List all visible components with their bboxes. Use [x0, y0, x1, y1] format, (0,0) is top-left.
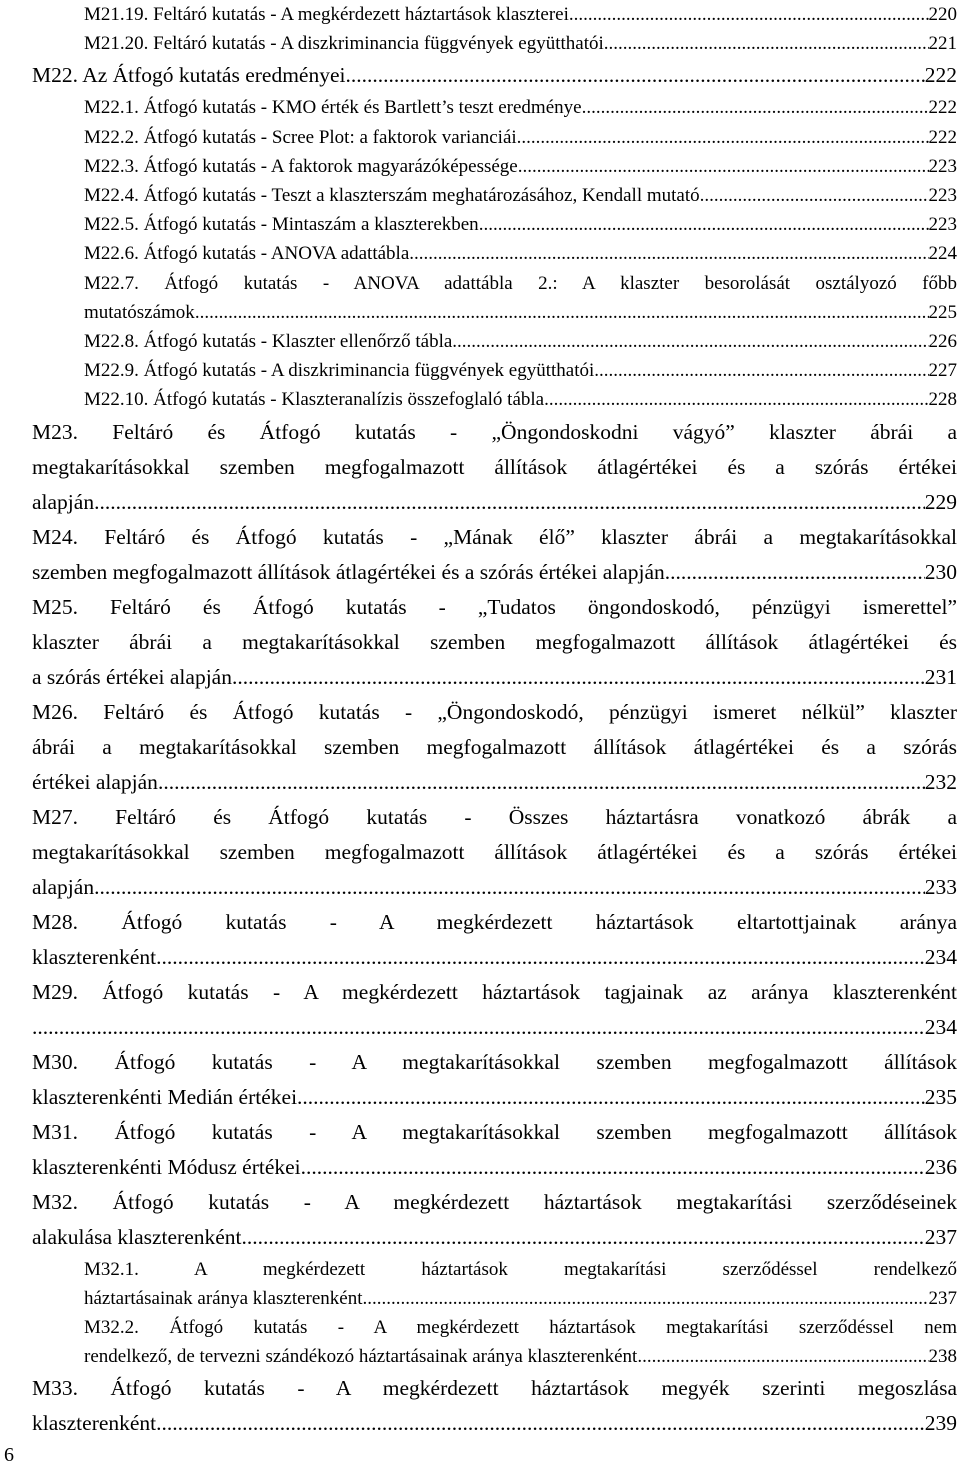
toc-entry-title: megtakarításokkal szemben megfogalmazott állítások átlagértékei és a szórás értékei [32, 454, 957, 479]
dot-leader [232, 660, 925, 695]
toc-entry[interactable] [32, 123, 957, 152]
toc-entry[interactable] [32, 1045, 957, 1115]
toc-entry-number: M22.5. [84, 214, 139, 236]
dot-leader [32, 1010, 925, 1045]
toc-entry[interactable] [32, 800, 957, 905]
dot-leader [479, 210, 929, 239]
dot-leader [604, 29, 929, 58]
toc-entry[interactable] [32, 152, 957, 181]
toc-entry-number: M22.9. [84, 360, 139, 382]
toc-entry-title: szemben megfogalmazott állítások átlagértékei és a szórás értékei alapján [32, 559, 665, 584]
toc-entry-title: Átfogó kutatás - KMO érték és Bartlett’s teszt eredménye [143, 97, 582, 119]
toc-entry-number: M21.19. [84, 4, 149, 25]
toc-entry-title: Átfogó kutatás - Teszt a klaszterszám meghatározásához, Kendall mutató [143, 185, 700, 207]
toc-entry-number: M24. [32, 524, 78, 549]
toc-entry-page: 221 [928, 33, 957, 55]
toc-entry-number: M22.4. [84, 185, 139, 207]
toc-entry-text [84, 385, 544, 414]
toc-entry-page: 220 [928, 4, 957, 25]
toc-entry-title: Átfogó kutatás - A megkérdezett háztartások megyék szerinti megoszlása [110, 1376, 957, 1401]
toc-entry[interactable] [32, 1371, 957, 1441]
dot-leader [409, 239, 928, 268]
dot-leader [544, 385, 928, 414]
toc-entry-title: Feltáró és Átfogó kutatás - „Tudatos öngondoskodó, pénzügyi ismerettel” [110, 594, 958, 619]
toc-entry-title: klaszter ábrái a megtakarításokkal szemben megfogalmazott állítások átlagértékei és [32, 629, 957, 654]
toc-entry-page: 237 [924, 1224, 957, 1249]
toc-entry-title: Átfogó kutatás - A megtakarításokkal szemben megfogalmazott állítások [114, 1119, 957, 1144]
dot-leader [158, 765, 925, 800]
toc-entry-page: 237 [928, 1287, 957, 1309]
toc-entry-number: M32. [32, 1189, 78, 1214]
toc-entry-number: M22.3. [84, 155, 139, 177]
toc-entry-title: klaszterenkénti Medián értékei [32, 1084, 298, 1109]
toc-entry-title: Átfogó kutatás - Klaszter ellenőrző tábla [143, 331, 453, 353]
toc-entry-page: 225 [928, 301, 957, 323]
toc-entry-title: A megkérdezett háztartások megtakarítási szerződéssel rendelkező [194, 1258, 958, 1280]
toc-entry-page: 231 [924, 664, 957, 689]
toc-entry-number: M22.10. [84, 389, 149, 411]
dot-leader [301, 1150, 925, 1185]
toc-entry-title: Átfogó kutatás - ANOVA adattábla 2.: A klaszter besorolását osztályozó főbb [164, 272, 958, 294]
toc-entry-page: 228 [928, 389, 957, 411]
toc-entry-page: 222 [928, 97, 957, 119]
toc-entry-page: 230 [924, 559, 957, 584]
toc-entry-page: 238 [928, 1346, 957, 1368]
toc-entry-title: Feltáró és Átfogó kutatás - Összes háztartásra vonatkozó ábrák a [115, 804, 957, 829]
dot-leader [94, 485, 925, 520]
toc-entry-title: a szórás értékei alapján [32, 664, 232, 689]
toc-entry-number: M27. [32, 804, 78, 829]
toc-entry-title: háztartásainak aránya klaszterenként [84, 1287, 363, 1309]
dot-leader [156, 940, 925, 975]
toc-entry-number: M23. [32, 419, 78, 444]
toc-entry[interactable] [32, 58, 957, 93]
toc-entry[interactable] [32, 29, 957, 58]
toc-entry-page: 222 [924, 63, 957, 88]
toc-entry-title: mutatószámok [84, 301, 195, 323]
toc-entry-page: 233 [924, 874, 957, 899]
toc-entry-title: rendelkező, de tervezni szándékozó háztartásainak aránya klaszterenként [84, 1346, 638, 1368]
table-of-contents [32, 0, 957, 1441]
toc-entry[interactable] [32, 520, 957, 590]
toc-entry-title: klaszterenként [32, 1411, 157, 1436]
toc-entry-title: Átfogó kutatás - A faktorok magyarázóképessége [143, 155, 518, 177]
toc-entry-title: alakulása klaszterenként [32, 1224, 242, 1249]
toc-entry-text [84, 152, 518, 181]
toc-entry[interactable] [32, 93, 957, 122]
toc-entry-number: M21.20. [84, 33, 149, 55]
toc-entry-title: Átfogó kutatás - A megkérdezett háztartások eltartottjainak aránya [121, 909, 957, 934]
toc-entry[interactable] [32, 181, 957, 210]
toc-entry-text [84, 123, 517, 152]
toc-entry-number: M32.2. [84, 1317, 139, 1339]
toc-entry-page: 239 [924, 1411, 957, 1436]
dot-leader [195, 298, 929, 327]
toc-entry-page: 223 [928, 155, 957, 177]
toc-entry-text [84, 239, 409, 268]
toc-entry-title: Feltáró kutatás - A megkérdezett háztartások klaszterei [153, 4, 569, 25]
toc-entry[interactable] [32, 269, 957, 327]
dot-leader [452, 327, 928, 356]
dot-leader [94, 870, 925, 905]
toc-entry-page: 235 [924, 1084, 957, 1109]
toc-entry-number: M33. [32, 1376, 78, 1401]
dot-leader [637, 1342, 928, 1371]
dot-leader [594, 356, 928, 385]
toc-entry-number: M22.7. [84, 272, 139, 294]
toc-entry-number: M25. [32, 594, 78, 619]
toc-entry-title: Feltáró kutatás - A diszkriminancia függvények együtthatói [153, 33, 604, 55]
toc-entry-page: 224 [928, 243, 957, 265]
toc-entry[interactable] [32, 695, 957, 800]
toc-entry[interactable] [32, 356, 957, 385]
toc-entry-text [84, 0, 569, 29]
toc-entry[interactable] [32, 327, 957, 356]
toc-entry-title: Átfogó kutatás - A megkérdezett háztartások megtakarítási szerződéseinek [112, 1189, 957, 1214]
toc-entry-title: Átfogó kutatás - A megkérdezett háztartások tagjainak az aránya klaszterenként [102, 979, 957, 1004]
dot-leader [582, 93, 929, 122]
toc-entry-text [84, 93, 582, 122]
toc-entry-page: 226 [928, 331, 957, 353]
toc-entry[interactable] [32, 1313, 957, 1371]
toc-entry-number: M22.6. [84, 243, 139, 265]
toc-entry-title: klaszterenként [32, 944, 157, 969]
toc-entry-title: Feltáró és Átfogó kutatás - „Mának élő” klaszter ábrái a megtakarításokkal [104, 524, 957, 549]
toc-entry-number: M28. [32, 909, 78, 934]
toc-entry-text [84, 181, 700, 210]
toc-entry-page: 222 [928, 126, 957, 148]
toc-entry-title: Feltáró és Átfogó kutatás - „Öngondoskodó, pénzügyi ismeret nélkül” klaszter [103, 699, 957, 724]
toc-entry-title: Az Átfogó kutatás eredményei [82, 63, 346, 88]
toc-entry-text [84, 210, 479, 239]
toc-entry-number: M22. [32, 63, 78, 88]
toc-entry-title: Átfogó kutatás - A diszkriminancia függvények együtthatói [143, 360, 595, 382]
toc-entry-page: 227 [928, 360, 957, 382]
toc-entry-title: klaszterenkénti Módusz értékei [32, 1154, 301, 1179]
toc-entry-title: Átfogó kutatás - Scree Plot: a faktorok varianciái [143, 126, 517, 148]
toc-entry-number: M32.1. [84, 1258, 139, 1280]
toc-entry[interactable] [32, 905, 957, 975]
toc-entry-page: 232 [924, 769, 957, 794]
dot-leader [242, 1220, 925, 1255]
toc-entry-text [32, 58, 345, 93]
toc-entry[interactable] [32, 590, 957, 695]
toc-entry[interactable] [32, 975, 957, 1045]
toc-entry-number: M26. [32, 699, 78, 724]
dot-leader [700, 181, 929, 210]
dot-leader [297, 1080, 925, 1115]
toc-entry-number: M31. [32, 1119, 78, 1144]
toc-entry-title: ábrái a megtakarításokkal szemben megfogalmazott állítások átlagértékei és a szórás [32, 734, 957, 759]
dot-leader [363, 1284, 929, 1313]
toc-entry[interactable] [32, 1185, 957, 1255]
toc-entry-title: alapján [32, 489, 95, 514]
toc-entry-title: Átfogó kutatás - A megtakarításokkal szemben megfogalmazott állítások [114, 1049, 957, 1074]
dot-leader [665, 555, 925, 590]
page-number: 6 [4, 1444, 14, 1466]
toc-entry-text [84, 327, 452, 356]
toc-entry[interactable] [32, 210, 957, 239]
toc-entry-text [84, 29, 604, 58]
toc-entry-number: M30. [32, 1049, 78, 1074]
toc-entry[interactable] [32, 1255, 957, 1313]
toc-entry[interactable] [32, 0, 957, 29]
toc-entry-page: 236 [924, 1154, 957, 1179]
toc-entry-number: M29. [32, 979, 78, 1004]
toc-entry-title: Feltáró és Átfogó kutatás - „Öngondoskodni vágyó” klaszter ábrái a [112, 419, 958, 444]
toc-entry-page: 229 [924, 489, 957, 514]
toc-entry-title: Átfogó kutatás - Klaszteranalízis összefoglaló tábla [153, 389, 545, 411]
toc-entry-number: M22.8. [84, 331, 139, 353]
toc-entry-number: M22.1. [84, 97, 139, 119]
toc-entry-title: alapján [32, 874, 95, 899]
toc-entry-title: Átfogó kutatás - ANOVA adattábla [143, 243, 410, 265]
toc-entry-title: Átfogó kutatás - Mintaszám a klaszterekben [143, 214, 479, 236]
toc-entry-page: 234 [924, 1014, 957, 1039]
toc-entry-page: 223 [928, 185, 957, 207]
dot-leader [345, 58, 924, 93]
toc-entry-page: 223 [928, 214, 957, 236]
toc-entry-number: M22.2. [84, 126, 139, 148]
toc-entry-page: 234 [924, 944, 957, 969]
toc-entry[interactable] [32, 1115, 957, 1185]
toc-entry-title: értékei alapján [32, 769, 158, 794]
toc-entry[interactable] [32, 385, 957, 414]
toc-entry-title: Átfogó kutatás - A megkérdezett háztartások megtakarítási szerződéssel nem [169, 1317, 957, 1339]
dot-leader [517, 123, 929, 152]
dot-leader [569, 0, 929, 29]
dot-leader [518, 152, 929, 181]
toc-entry-title: megtakarításokkal szemben megfogalmazott állítások átlagértékei és a szórás értékei [32, 839, 957, 864]
toc-entry[interactable] [32, 239, 957, 268]
dot-leader [156, 1406, 925, 1441]
toc-entry-text [84, 356, 594, 385]
toc-entry[interactable] [32, 415, 957, 520]
